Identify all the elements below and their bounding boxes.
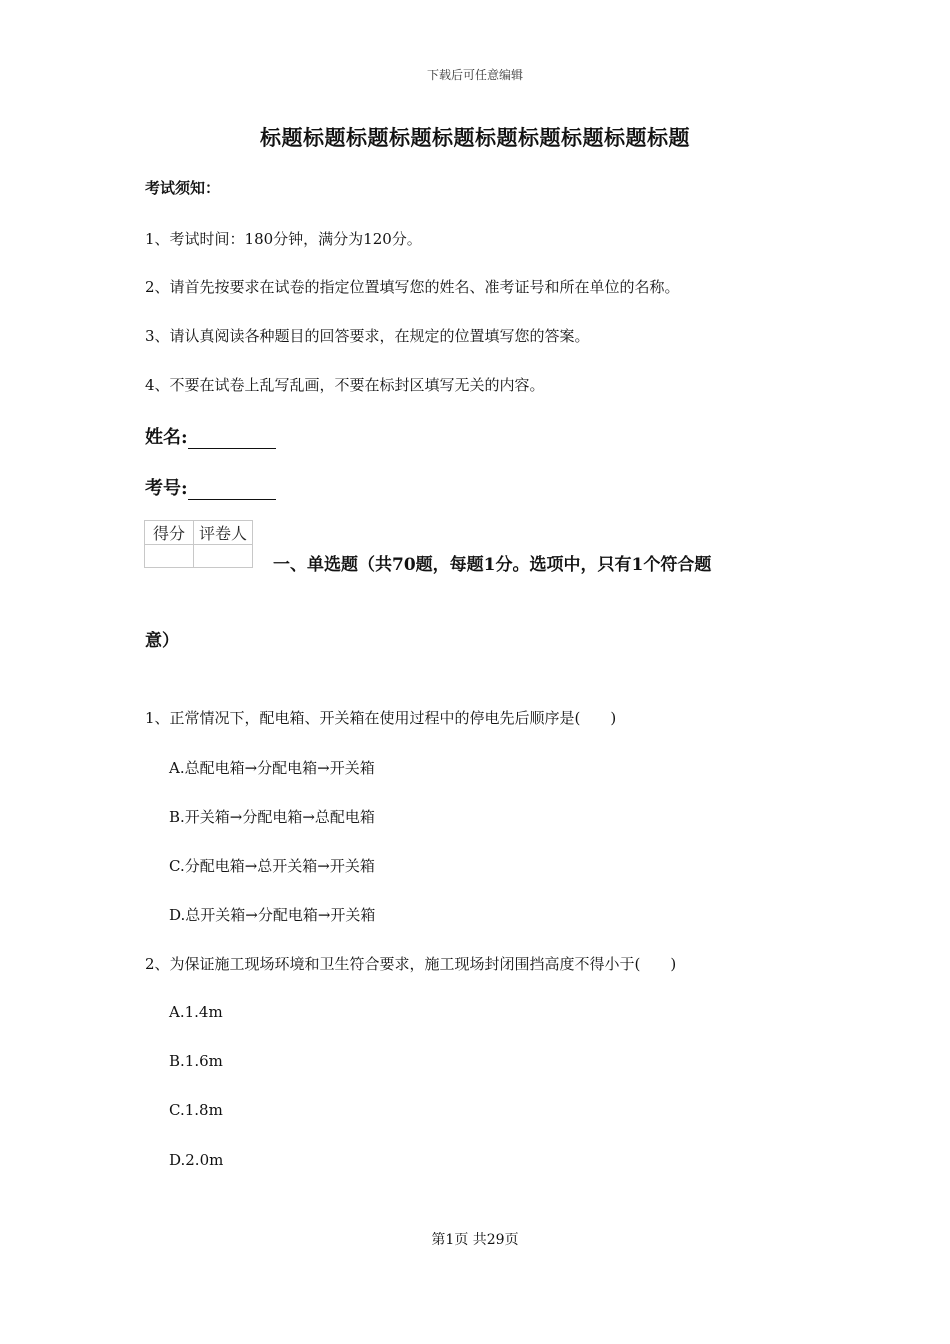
notice-item: 4、不要在试卷上乱写乱画，不要在标封区填写无关的内容。 xyxy=(145,376,545,394)
question-option: A.1.4m xyxy=(169,1003,223,1021)
score-table xyxy=(144,520,253,568)
score-header: 得分 xyxy=(145,521,194,545)
grader-cell[interactable] xyxy=(194,545,253,568)
question-text: 2、为保证施工现场环境和卫生符合要求，施工现场封闭围挡高度不得小于( ) xyxy=(145,955,677,973)
notice-heading: 考试须知： xyxy=(145,179,221,197)
section-title: 一、单选题（共70题，每题1分。选项中，只有1个符合题 xyxy=(273,555,712,575)
question-option: C.分配电箱→总开关箱→开关箱 xyxy=(169,857,375,875)
document-title: 标题标题标题标题标题标题标题标题标题标题 xyxy=(260,125,690,150)
name-field[interactable] xyxy=(145,423,276,449)
grader-header: 评卷人 xyxy=(194,521,253,545)
notice-item: 1、考试时间：180分钟，满分为120分。 xyxy=(145,230,422,248)
section-title-continued: 意） xyxy=(145,631,179,651)
page-footer: 第1页 共29页 xyxy=(431,1232,519,1248)
question-option: C.1.8m xyxy=(169,1101,223,1119)
question-option: D.2.0m xyxy=(169,1151,224,1169)
name-label: 姓名: xyxy=(145,427,188,448)
notice-item: 2、请首先按要求在试卷的指定位置填写您的姓名、准考证号和所在单位的名称。 xyxy=(145,278,680,296)
question-option: B.开关箱→分配电箱→总配电箱 xyxy=(169,808,375,826)
exam-number-field[interactable] xyxy=(145,474,276,500)
score-cell[interactable] xyxy=(145,545,194,568)
name-blank[interactable] xyxy=(188,429,276,449)
question-option: D.总开关箱→分配电箱→开关箱 xyxy=(169,906,376,924)
question-option: A.总配电箱→分配电箱→开关箱 xyxy=(169,759,375,777)
exam-number-label: 考号: xyxy=(145,478,188,499)
header-note: 下载后可任意编辑 xyxy=(426,68,523,82)
question-text: 1、正常情况下，配电箱、开关箱在使用过程中的停电先后顺序是( ) xyxy=(145,709,617,727)
exam-number-blank[interactable] xyxy=(188,480,276,500)
notice-item: 3、请认真阅读各种题目的回答要求，在规定的位置填写您的答案。 xyxy=(145,327,590,345)
question-option: B.1.6m xyxy=(169,1052,223,1070)
